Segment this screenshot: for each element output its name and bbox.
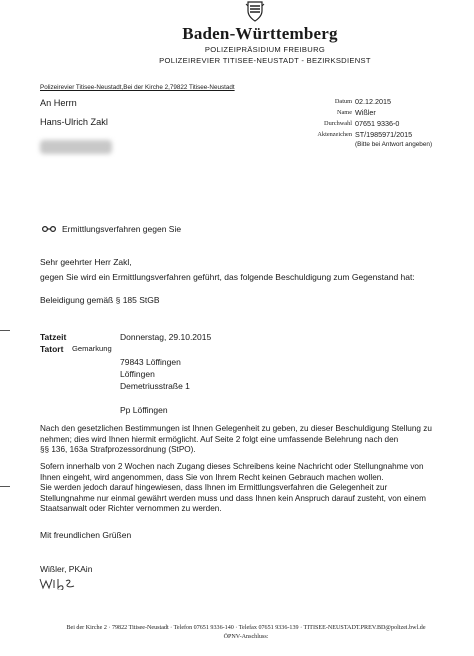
meta-label-date: Datum — [334, 98, 352, 105]
gemarkung-label: Gemarkung — [72, 344, 112, 353]
footer-contact: Bei der Kirche 2 · 79822 Titisee-Neustadt · Telefon 07651 9336-140 · Telefax 07651 9336-139 · TITISEE-NEUSTADT.PREV.BD@polizei.bwl.de — [66, 625, 426, 631]
paragraph-line: Nach den gesetzlichen Bestimmungen ist Ihnen Gelegenheit zu geben, zu dieser Beschuldigung Stellung zu — [40, 424, 432, 433]
paragraph-line: Stellungnahme nur einmal gewährt werden muss und dass Ihnen kein Anspruch darauf zusteht, von einem — [40, 493, 426, 503]
recipient-salutation: An Herrn — [40, 98, 77, 108]
closing-text: Mit freundlichen Grüßen — [40, 530, 132, 540]
reference-note: (Bitte bei Antwort angeben) — [355, 141, 433, 148]
sender-address-line: Polizeirevier Titisee-Neustadt,Bei der Kirche 2,79822 Titisee-Neustadt — [40, 84, 235, 91]
meta-label-name: Name — [336, 109, 352, 116]
tatort-label: Tatort — [40, 344, 64, 354]
intro-text: gegen Sie wird ein Ermittlungsverfahren geführt, das folgende Beschuldigung zum Gegenstand hat: — [40, 272, 415, 282]
location-line-2: Löffingen — [120, 369, 155, 379]
revier-name: POLIZEIREVIER TITISEE-NEUSTADT - BEZIRKSDIENST — [159, 56, 371, 65]
redacted-address — [40, 140, 112, 154]
footer-transit: ÖPNV-Anschluss: — [223, 634, 269, 640]
paragraph-line: Sie werden jedoch darauf hingewiesen, dass Ihnen im Ermittlungsverfahren die Gelegenheit zur — [40, 483, 388, 492]
recipient-name: Hans-Ulrich Zakl — [40, 117, 108, 127]
paragraph-line: nehmen; dies wird Ihnen hiermit ermöglicht. Auf Seite 2 folgt eine umfassende Belehrung nach den — [40, 434, 399, 444]
meta-value-phone: 07651 9336-0 — [355, 119, 400, 128]
paragraph-line: §§ 136, 163a Strafprozessordnung (StPO). — [40, 445, 196, 454]
paragraph-deadline — [40, 462, 460, 515]
tatzeit-label: Tatzeit — [40, 332, 67, 342]
paragraph-statement — [40, 424, 460, 456]
place-text: Pp Löffingen — [120, 405, 168, 415]
fold-mark — [0, 486, 10, 487]
meta-value-reference: ST/1985971/2015 — [355, 130, 413, 139]
location-line-3: Demetriusstraße 1 — [120, 381, 190, 391]
meta-value-date: 02.12.2015 — [355, 97, 391, 106]
tatzeit-value: Donnerstag, 29.10.2015 — [120, 332, 212, 342]
signatory-name: Wißler, PKAin — [40, 564, 93, 574]
handwritten-signature — [38, 576, 76, 590]
fold-mark — [0, 330, 10, 331]
salutation: Sehr geehrter Herr Zakl, — [40, 257, 132, 267]
handcuffs-icon — [42, 225, 56, 233]
charge-text: Beleidigung gemäß § 185 StGB — [40, 295, 160, 305]
meta-label-reference: Aktenzeichen — [317, 131, 352, 138]
paragraph-line: Ihnen eingeht, wird angenommen, dass Sie von Ihrem Recht keinen Gebrauch machen wollen. — [40, 472, 384, 482]
paragraph-line: Sofern innerhalb von 2 Wochen nach Zugang dieses Schreibens keine Nachricht oder Stellungnahme von — [40, 462, 424, 471]
subject-line: Ermittlungsverfahren gegen Sie — [62, 224, 182, 234]
meta-value-name: Wißler — [355, 108, 376, 117]
coat-of-arms-icon — [244, 0, 266, 22]
paragraph-line: Staatsanwalt oder Richter vernommen zu werden. — [40, 504, 222, 513]
location-line-1: 79843 Löffingen — [120, 357, 181, 367]
meta-label-phone: Durchwahl — [324, 120, 352, 127]
presidium-name: POLIZEIPRÄSIDIUM FREIBURG — [204, 45, 326, 54]
state-name: Baden-Württemberg — [182, 24, 338, 43]
